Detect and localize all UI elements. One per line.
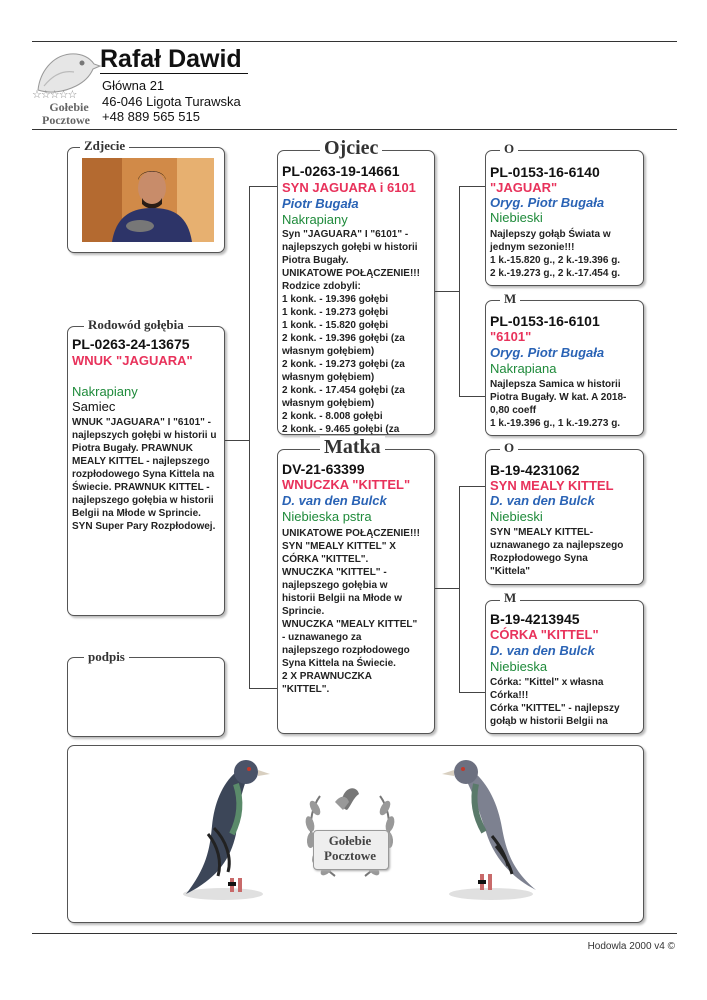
banner-logo-text-line2: Pocztowe <box>324 848 376 863</box>
grandfather-paternal-description: Najlepszy gołąb Świata w jednym sezonie!!! 1 k.-15.820 g., 2 k.-19.396 g. 2 k.-19.273 g., 2 k.-17.454 g. <box>490 229 621 279</box>
phone-number: +48 889 565 515 <box>102 109 200 124</box>
mother-color: Niebieska pstra <box>282 509 372 524</box>
grandfather-paternal-breeder: Oryg. Piotr Bugała <box>490 195 605 210</box>
bottom-banner <box>67 745 644 923</box>
address-line2: 46-046 Ligota Turawska <box>102 94 241 109</box>
owner-name-underline <box>100 73 248 74</box>
photo-box <box>67 147 225 253</box>
grandfather-maternal-title: O <box>500 440 518 456</box>
grandmother-maternal-ring: B-19-4213945 <box>490 611 580 627</box>
pigeon-left-image <box>178 754 273 904</box>
grandmother-maternal-color: Niebieska <box>490 659 548 674</box>
father-color: Nakrapiany <box>282 212 348 227</box>
header-top-rule <box>32 41 677 42</box>
grandfather-paternal-title: O <box>500 141 518 157</box>
connector-mf <box>459 486 485 487</box>
father-ring: PL-0263-19-14661 <box>282 163 400 179</box>
connector-fm <box>459 396 485 397</box>
header-bottom-rule <box>32 129 677 130</box>
banner-logo-text-line1: Gołebie <box>328 833 372 848</box>
grandfather-maternal-name: SYN MEALY KITTEL <box>490 478 614 493</box>
address-line1: Główna 21 <box>102 78 165 93</box>
connector-father-out <box>435 291 459 292</box>
subject-description: WNUK "JAGUARA" I "6101" - najlepszych gołębi w historii u Piotra Bugały. PRAWNUK MEALY KITTEL - najlepszego rozpłodowego Syna Kittela na Świecie. PRAWNUK KITTEL - najlepszego gołębia w historii Belgii na Młode w Sprincie. SYN Super Pary Rozpłodowej. <box>72 417 217 532</box>
grandmother-paternal-title: M <box>500 291 520 307</box>
connector-subject <box>225 440 249 441</box>
grandmother-maternal-breeder: D. van den Bulck <box>490 643 595 658</box>
banner-logo <box>295 776 405 896</box>
subject-color: Nakrapiany <box>72 384 138 399</box>
signature-box <box>67 657 225 737</box>
subject-box-title: Rodowód gołębia <box>84 317 188 333</box>
mother-breeder: D. van den Bulck <box>282 493 387 508</box>
mother-description: UNIKATOWE POŁĄCZENIE!!! SYN "MEALY KITTEL" X CÓRKA "KITTEL". WNUCZKA "KITTEL" - najlepszego gołębia w historii Belgii na Młode w Sprincie. WNUCZKA "MEALY KITTEL" - uznawanego za najlepszego rozpłodowego Syna Kittela na Świecie. 2 X PRAWNUCZKA "KITTEL". <box>282 528 420 695</box>
subject-name: WNUK "JAGUARA" <box>72 353 193 368</box>
logo-text-line2: Pocztowe <box>42 113 90 127</box>
connector-father <box>249 186 277 187</box>
owner-name: Rafał Dawid <box>100 45 242 73</box>
father-name: SYN JAGUARA i 6101 <box>282 180 416 195</box>
grandmother-paternal-description: Najlepsza Samica w historii Piotra Bugały. W kat. A 2018- 0,80 coeff 1 k.-19.396 g., 1 k.-19.273 g. <box>490 379 627 429</box>
connector-mother-out <box>435 588 459 589</box>
connector-ff <box>459 186 485 187</box>
footer-rule <box>32 933 677 934</box>
connector-father-bar <box>459 186 460 396</box>
grandfather-maternal-ring: B-19-4231062 <box>490 462 580 478</box>
mother-name: WNUCZKA "KITTEL" <box>282 477 411 492</box>
grandfather-paternal-ring: PL-0153-16-6140 <box>490 164 600 180</box>
father-box-title: Ojciec <box>320 137 382 160</box>
grandmother-paternal-color: Nakrapiana <box>490 361 557 376</box>
grandfather-paternal-color: Niebieski <box>490 210 543 225</box>
logo-stars: ☆☆☆☆☆ <box>32 89 77 101</box>
grandfather-maternal-color: Niebieski <box>490 509 543 524</box>
grandmother-maternal-title: M <box>500 590 520 606</box>
connector-mother-bar <box>459 486 460 692</box>
logo-text-line1: Gołebie <box>49 100 89 114</box>
photo-box-title: Zdjecie <box>80 138 129 154</box>
mother-ring: DV-21-63399 <box>282 461 365 477</box>
father-description: Syn "JAGUARA" I "6101" - najlepszych gołębi w historii Piotra Bugały. UNIKATOWE POŁĄCZENIE!!! Rodzice zdobyli: 1 konk. - 19.396 gołębi 1 konk. - 19.273 gołębi 1 konk. - 15.820 gołębi 2 konk. - 19.396 gołębi (za własnym gołębiem) 2 konk. - 19.273 gołębi (za własnym gołębiem) 2 konk. - 17.454 gołębi (za własnym gołębiem) 2 konk. - 8.008 gołębi 2 konk. - 9.465 gołębi (za <box>282 229 420 435</box>
grandfather-maternal-description: SYN "MEALY KITTEL- uznawanego za najlepszego Rozpłodowego Syna "Kittela" <box>490 527 624 577</box>
grandmother-maternal-description: Córka: "Kittel" x własna Córka!!! Córka "KITTEL" - najlepszy gołąb w historii Belgii na <box>490 677 620 727</box>
connector-mother <box>249 688 277 689</box>
subject-sex: Samiec <box>72 399 116 414</box>
grandfather-paternal-name: "JAGUAR" <box>490 180 558 195</box>
footer-credit: Hodowla 2000 v4 © <box>587 941 675 952</box>
grandmother-paternal-name: "6101" <box>490 329 532 344</box>
grandmother-paternal-ring: PL-0153-16-6101 <box>490 313 600 329</box>
grandmother-paternal-breeder: Oryg. Piotr Bugała <box>490 345 605 360</box>
grandfather-maternal-breeder: D. van den Bulck <box>490 493 595 508</box>
connector-parents-bar <box>249 186 250 688</box>
photo <box>82 158 214 242</box>
header-logo <box>30 46 102 126</box>
grandmother-maternal-name: CÓRKA "KITTEL" <box>490 627 599 642</box>
connector-mm <box>459 692 485 693</box>
pigeon-right-image <box>436 754 541 904</box>
subject-ring: PL-0263-24-13675 <box>72 336 190 352</box>
mother-box-title: Matka <box>320 436 385 459</box>
father-breeder: Piotr Bugała <box>282 196 359 211</box>
signature-box-title: podpis <box>84 649 129 665</box>
